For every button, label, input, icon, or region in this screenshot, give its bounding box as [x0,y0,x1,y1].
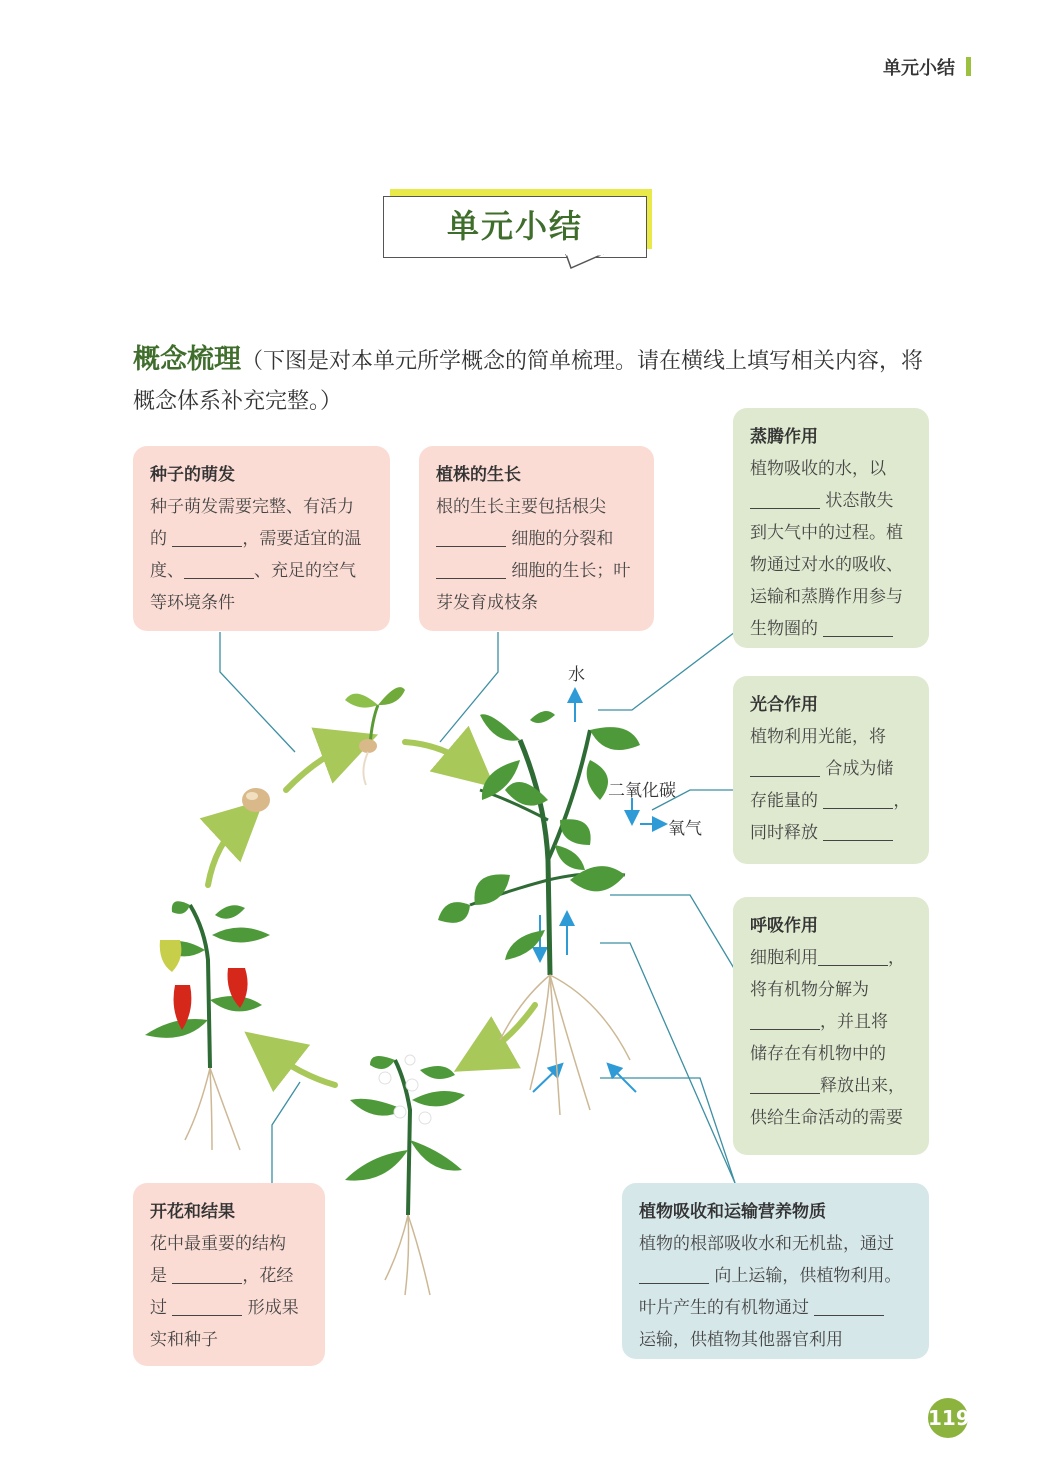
respiration-line: ，并且将 [820,1012,888,1032]
flowering-box [133,1183,325,1366]
seed-illustration [242,788,270,812]
nutrients-line: 叶片产生的有机物通过 [639,1298,815,1318]
page-title: 单元小结 [446,207,583,245]
respiration-line: 释放出来， [820,1076,905,1096]
flowering-line: 是 [150,1266,173,1286]
photosynthesis-title: 光合作用 [750,695,818,715]
photosynthesis-line: 植物利用光能，将 [750,727,886,747]
respiration-box [733,897,929,1155]
answer-blank[interactable] [172,526,242,547]
photosynthesis-box [733,676,929,864]
answer-blank[interactable] [750,488,820,509]
transpiration-line: 植物吸收的水，以 [750,459,886,479]
respiration-title: 呼吸作用 [750,916,818,936]
transpiration-box [733,408,929,648]
answer-blank[interactable] [184,558,254,579]
answer-blank[interactable] [172,1295,242,1316]
answer-blank[interactable] [172,1263,242,1284]
growing-plant-illustration [438,711,640,1115]
label-co2: 二氧化碳 [608,781,676,801]
germination-box [133,446,390,631]
answer-blank[interactable] [823,616,893,637]
answer-blank[interactable] [818,945,888,966]
transpiration-line: 生物圈的 [750,619,824,639]
respiration-line: 供给生命活动的需要 [750,1108,903,1128]
intro-lead: 概念梳理 [133,344,241,375]
transpiration-title: 蒸腾作用 [750,427,818,447]
answer-blank[interactable] [436,558,506,579]
germination-line: 等环境条件 [150,593,235,613]
answer-blank[interactable] [750,756,820,777]
page-number: 119 [928,1398,968,1438]
germination-line: 的 [150,529,173,549]
growth-line: 细胞的生长；叶 [506,561,631,581]
germination-line: 种子萌发需要完整、有活力 [150,497,354,517]
growth-line: 芽发育成枝条 [436,593,538,613]
answer-blank[interactable] [823,788,893,809]
transpiration-line: 运输和蒸腾作用参与 [750,587,903,607]
growth-box [419,446,654,631]
flowering-line: 过 [150,1298,173,1318]
growth-line: 细胞的分裂和 [506,529,614,549]
germination-line: ，需要适宜的温 [242,529,362,549]
label-o2: 氧气 [668,819,702,839]
answer-blank[interactable] [823,820,893,841]
germination-line: 、充足的空气 [254,561,356,581]
flow-arrows [533,695,660,1092]
nutrients-box [622,1183,929,1359]
transpiration-line: 到大气中的过程。植 [750,523,903,543]
connector-lines [220,632,735,1183]
flowering-plant-illustration [345,1055,465,1295]
flowering-line: 实和种子 [150,1330,218,1350]
pepper-plant-illustration [145,901,270,1150]
nutrients-line: 向上运输，供植物利用。 [709,1266,902,1286]
nutrients-title: 植物吸收和运输营养物质 [639,1202,826,1222]
transpiration-line: 状态散失 [820,491,894,511]
respiration-line: 细胞利用 [750,948,818,968]
label-water: 水 [568,665,585,685]
photosynthesis-line: 同时释放 [750,823,824,843]
growth-line: 根的生长主要包括根尖 [436,497,606,517]
nutrients-line: 运输，供植物其他器官利用 [639,1330,843,1350]
answer-blank[interactable] [814,1295,884,1316]
germination-title: 种子的萌发 [150,465,235,485]
photosynthesis-line: 存能量的 [750,791,824,811]
respiration-line: 将有机物分解为 [750,980,869,1000]
growth-title: 植株的生长 [436,465,521,485]
answer-blank[interactable] [436,526,506,547]
respiration-line: ， [888,948,905,968]
respiration-line: 储存在有机物中的 [750,1044,886,1064]
answer-blank[interactable] [639,1263,709,1284]
photosynthesis-line: 合成为储 [820,759,894,779]
transpiration-line: 物通过对水的吸收、 [750,555,903,575]
seedling-illustration [345,687,405,785]
running-head: 单元小结 [883,58,955,79]
intro-text: （下图是对本单元所学概念的简单梳理。请在横线上填写相关内容，将概念体系补充完整。） [133,349,924,414]
flowering-line: 花中最重要的结构 [150,1234,286,1254]
flowering-title: 开花和结果 [150,1202,235,1222]
germination-line: 度、 [150,561,184,581]
nutrients-line: 植物的根部吸收水和无机盐，通过 [639,1234,894,1254]
answer-blank[interactable] [750,1073,820,1094]
photosynthesis-line: ， [893,791,911,811]
answer-blank[interactable] [750,1009,820,1030]
flowering-line: 形成果 [242,1298,299,1318]
flowering-line: ，花经 [242,1266,294,1286]
